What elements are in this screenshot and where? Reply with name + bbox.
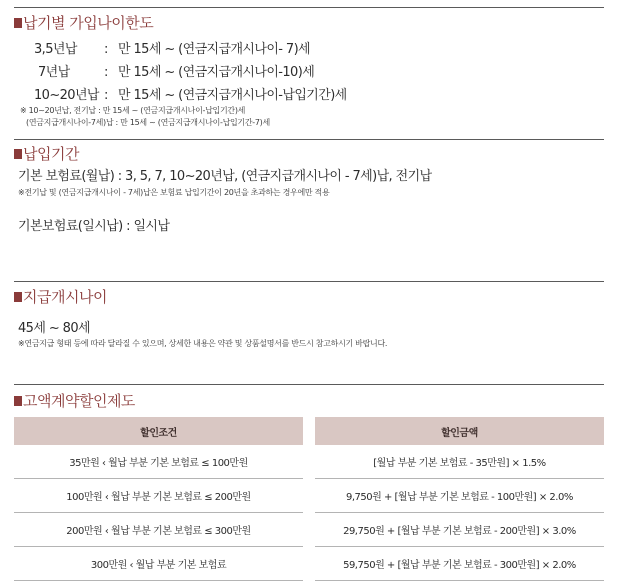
column-header: 할인금액 <box>315 417 604 445</box>
square-bullet-icon <box>14 292 22 302</box>
table-header-row <box>14 417 604 445</box>
footnote: ※전기납 및 (연금지급개시나이 - 7세)납은 보험료 납입기간이 20년을 초과하는 경우에만 적용 <box>18 188 330 197</box>
section-divider <box>14 139 604 140</box>
discount-amount: 9,750원 + [월납 부분 기본 보험료 - 100만원] × 2.0% <box>315 479 604 513</box>
age-limit-row: 3,5년납 : 만 15세 ~ (연금지급개시나이- 7)세 <box>34 38 310 57</box>
discount-condition: 35만원 ‹ 월납 부분 기본 보험료 ≤ 100만원 <box>14 445 303 479</box>
footnote: ※연금지급 형태 등에 따라 달라질 수 있으며, 상세한 내용은 약관 및 상품설명서를 반드시 참고하시기 바랍니다. <box>18 339 388 348</box>
section-heading-annuity-age: 지급개시나이 <box>14 286 107 307</box>
discount-condition: 300만원 ‹ 월납 부분 기본 보험료 <box>14 547 303 581</box>
footnote: (연금지급개시나이-7세)납 : 만 15세 ~ (연금지급개시나이-납입기간-7)세 <box>26 118 270 127</box>
section-divider <box>14 7 604 8</box>
column-header: 할인조건 <box>14 417 303 445</box>
annuity-age-range: 45세 ~ 80세 <box>18 321 90 336</box>
payment-term: 3,5년납 <box>34 42 77 57</box>
table-row <box>14 513 604 547</box>
table-row <box>14 445 604 479</box>
age-range: 만 15세 ~ (연금지급개시나이-10)세 <box>118 65 315 80</box>
section-heading-entry-age: 납기별 가입나이한도 <box>14 12 153 33</box>
table-row <box>14 479 604 513</box>
monthly-premium-terms: 기본 보험료(월납) : 3, 5, 7, 10~20년납, (연금지급개시나이 - 7세)납, 전기납 <box>18 169 432 184</box>
age-limit-row: 7년납 : 만 15세 ~ (연금지급개시나이-10)세 <box>34 61 314 80</box>
square-bullet-icon <box>14 396 22 406</box>
section-heading-discount: 고액계약할인제도 <box>14 390 135 411</box>
payment-term: 7년납 <box>38 65 70 80</box>
footnote: ※ 10~20년납, 전기납 : 만 15세 ~ (연금지급개시나이-납입기간)세 <box>20 106 246 115</box>
lump-sum-premium-terms: 기본보험료(일시납) : 일시납 <box>18 219 170 234</box>
discount-condition: 200만원 ‹ 월납 부분 기본 보험료 ≤ 300만원 <box>14 513 303 547</box>
square-bullet-icon <box>14 149 22 159</box>
age-range: 만 15세 ~ (연금지급개시나이- 7)세 <box>118 42 311 57</box>
table-row <box>14 547 604 581</box>
discount-amount: [월납 부분 기본 보험료 - 35만원] × 1.5% <box>315 445 604 479</box>
section-divider <box>14 281 604 282</box>
section-heading-payment-period: 납입기간 <box>14 143 79 164</box>
discount-amount: 29,750원 + [월납 부분 기본 보험료 - 200만원] × 3.0% <box>315 513 604 547</box>
payment-term: 10~20년납 <box>34 88 99 103</box>
discount-table <box>14 417 604 581</box>
age-range: 만 15세 ~ (연금지급개시나이-납입기간)세 <box>118 88 347 103</box>
discount-amount: 59,750원 + [월납 부분 기본 보험료 - 300만원] × 2.0% <box>315 547 604 581</box>
square-bullet-icon <box>14 18 22 28</box>
discount-condition: 100만원 ‹ 월납 부분 기본 보험료 ≤ 200만원 <box>14 479 303 513</box>
section-divider <box>14 384 604 385</box>
age-limit-row: 10~20년납 : 만 15세 ~ (연금지급개시나이-납입기간)세 <box>34 84 347 103</box>
